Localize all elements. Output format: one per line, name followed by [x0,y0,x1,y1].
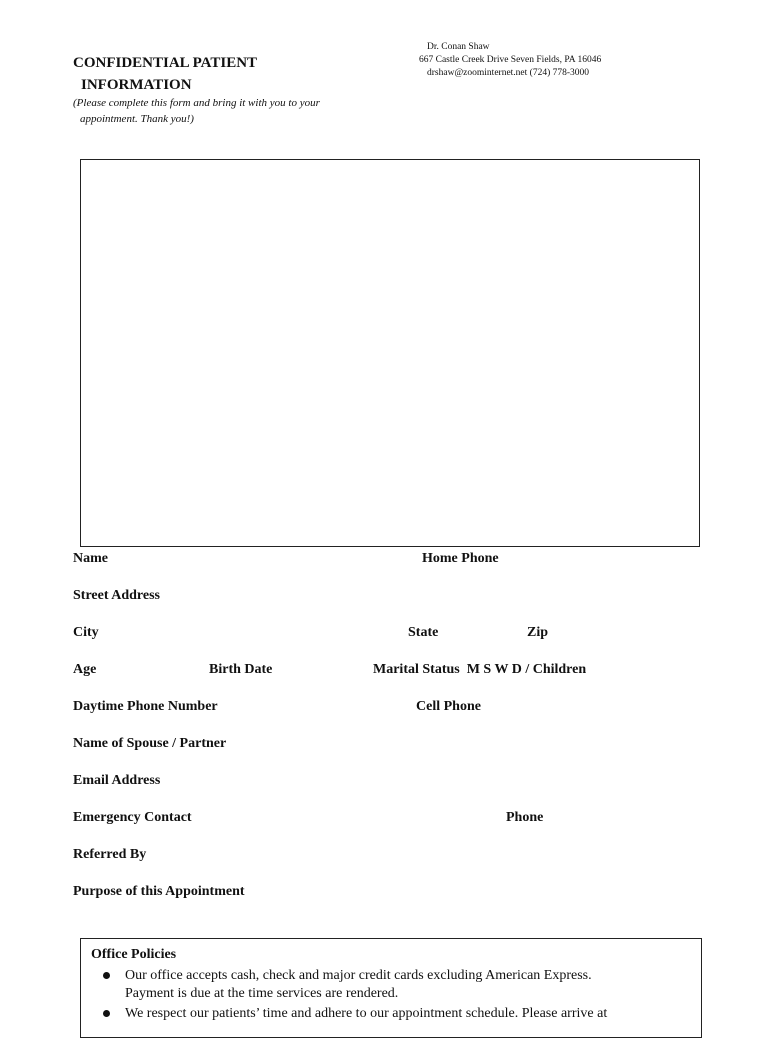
doctor-address: 667 Castle Creek Drive Seven Fields, PA 16046 [419,55,602,65]
name-label: Name [73,551,108,566]
policy-line: Our office accepts cash, check and major credit cards excluding American Express. [125,968,592,983]
street-address-label: Street Address [73,588,160,603]
doctor-name: Dr. Conan Shaw [427,42,490,52]
instructions-line1: (Please complete this form and bring it with you to your [73,97,320,109]
state-label: State [408,625,439,640]
form-title [73,52,293,96]
policy-item [91,1005,691,1023]
spouse-label: Name of Spouse / Partner [73,736,227,751]
blank-box [80,159,700,547]
purpose-label: Purpose of this Appointment [73,884,245,899]
office-policies-title: Office Policies [91,947,177,962]
city-label: City [73,625,99,640]
policy-line: Payment is due at the time services are rendered. [125,986,399,1001]
instructions-line2: appointment. Thank you!) [80,113,194,125]
birth-date-label: Birth Date [209,662,273,677]
zip-label: Zip [527,625,549,640]
cell-phone-label: Cell Phone [416,699,481,714]
emergency-phone-label: Phone [506,810,544,825]
referred-by-label: Referred By [73,847,147,862]
doctor-contact: drshaw@zoominternet.net (724) 778-3000 [427,68,590,78]
office-policies-box [80,938,702,1038]
marital-status-label: Marital Status M S W D / Children [373,662,587,677]
policy-text [125,1005,691,1023]
doctor-info [419,41,601,80]
form-title-line2: INFORMATION [81,77,192,93]
form-instructions [73,95,373,127]
form-title-line1: CONFIDENTIAL PATIENT [73,55,258,71]
age-label: Age [73,662,97,677]
bullet-icon [103,972,110,979]
email-label: Email Address [73,773,161,788]
emergency-contact-label: Emergency Contact [73,810,192,825]
daytime-phone-label: Daytime Phone Number [73,699,218,714]
bullet-icon [103,1010,110,1017]
policy-item [91,967,691,1003]
home-phone-label: Home Phone [422,551,499,566]
policy-line: We respect our patients’ time and adhere to our appointment schedule. Please arrive at [125,1006,608,1021]
policy-text [125,967,691,1003]
